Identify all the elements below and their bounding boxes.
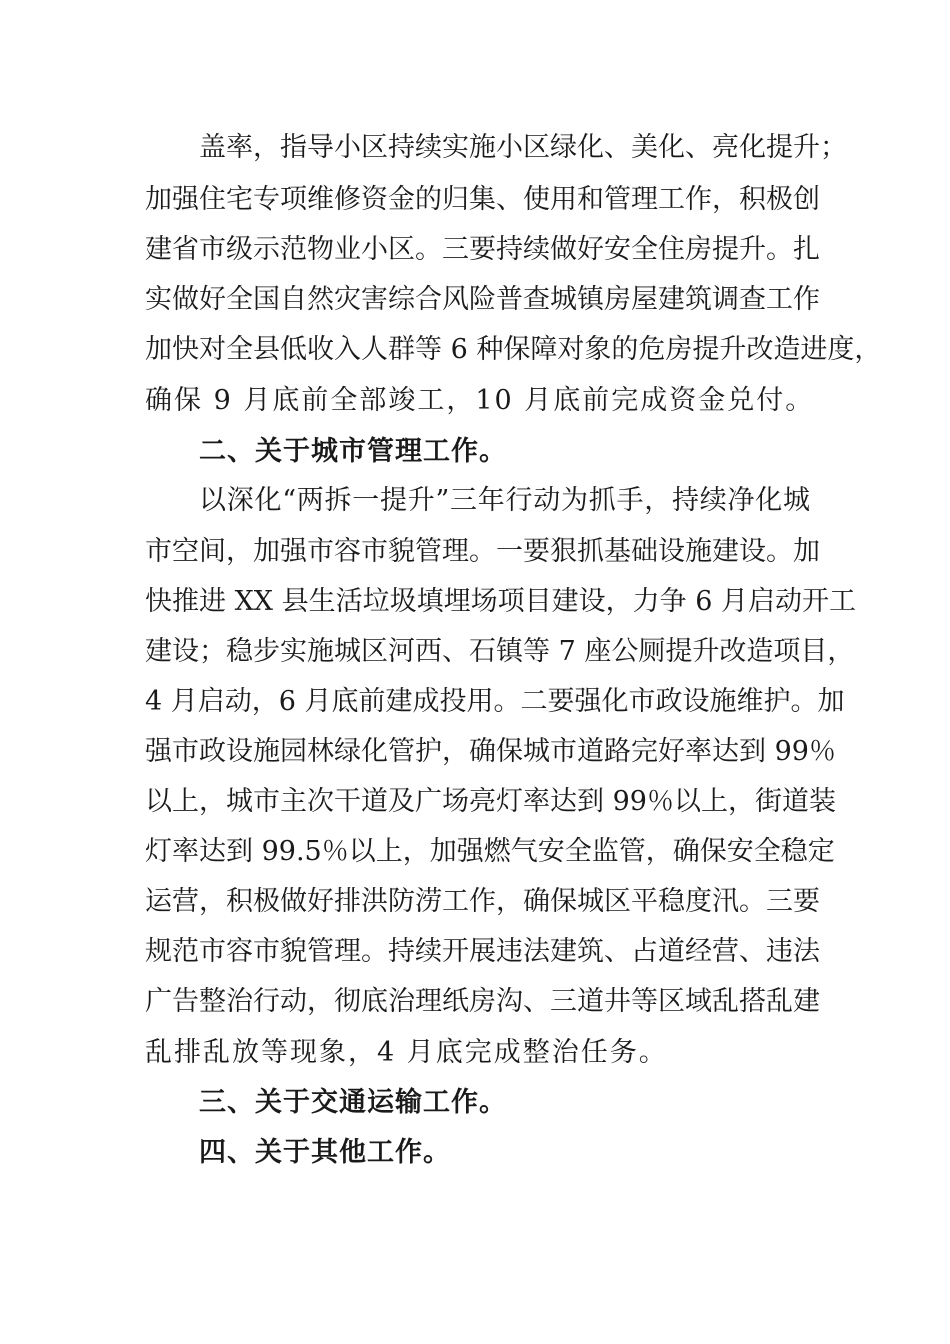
paragraph-line: 确保 9 月底前全部竣工，10 月底前完成资金兑付。 [145, 385, 815, 416]
paragraph-line: 市空间，加强市容市貌管理。一要狠抓基础设施建设。加 [145, 536, 820, 567]
paragraph-line: 以上，城市主次干道及广场亮灯率达到 99％以上，街道装 [145, 786, 836, 817]
paragraph-line: 快推进 XX 县生活垃圾填埋场项目建设，力争 6 月启动开工 [145, 586, 856, 617]
section-heading-urban-management: 二、关于城市管理工作。 [199, 436, 507, 467]
paragraph-line: 建设；稳步实施城区河西、石镇等 7 座公厕提升改造项目， [145, 636, 855, 667]
paragraph-line: 盖率，指导小区持续实施小区绿化、美化、亮化提升； [199, 132, 847, 163]
paragraph-line: 加强住宅专项维修资金的归集、使用和管理工作，积极创 [145, 184, 820, 215]
section-heading-other-work: 四、关于其他工作。 [199, 1137, 451, 1168]
paragraph-line: 规范市容市貌管理。持续开展违法建筑、占道经营、违法 [145, 936, 820, 967]
paragraph-line: 强市政设施园林绿化管护，确保城市道路完好率达到 99％ [145, 736, 836, 767]
paragraph-line: 运营，积极做好排洪防涝工作，确保城区平稳度汛。三要 [145, 886, 820, 917]
paragraph-line: 加快对全县低收入人群等 6 种保障对象的危房提升改造进度， [145, 334, 882, 365]
paragraph-line: 广告整治行动，彻底治理纸房沟、三道井等区域乱搭乱建 [145, 986, 820, 1017]
paragraph-line: 乱排乱放等现象，4 月底完成整治任务。 [145, 1037, 668, 1068]
paragraph-line: 4 月启动，6 月底前建成投用。二要强化市政设施维护。加 [145, 686, 845, 717]
section-heading-transport: 三、关于交通运输工作。 [199, 1087, 507, 1118]
paragraph-line: 实做好全国自然灾害综合风险普查城镇房屋建筑调查工作 [145, 284, 820, 315]
paragraph-line: 建省市级示范物业小区。三要持续做好安全住房提升。扎 [145, 234, 820, 265]
paragraph-line: 灯率达到 99.5％以上，加强燃气安全监管，确保安全稳定 [145, 836, 835, 867]
paragraph-line: 以深化“两拆一提升”三年行动为抓手，持续净化城 [199, 485, 810, 516]
